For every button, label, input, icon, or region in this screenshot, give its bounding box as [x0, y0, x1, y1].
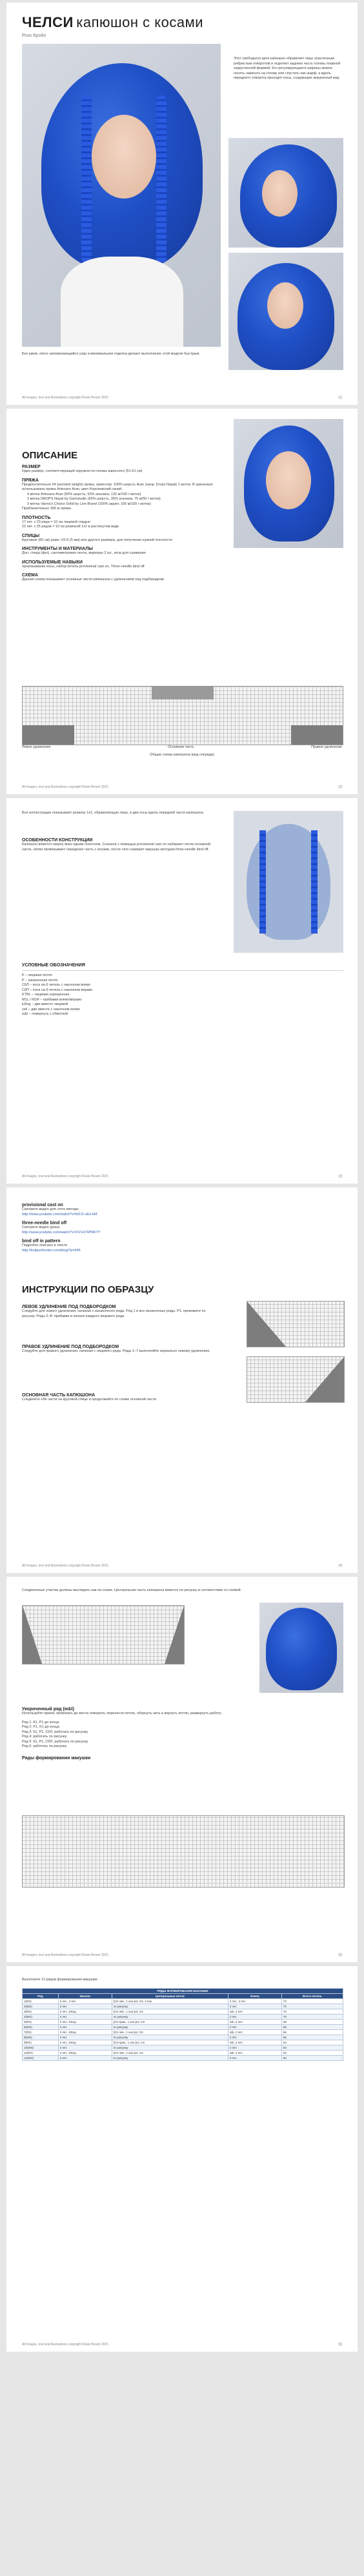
footer: All images, text and illustrations copyright Rosie Brown 2015 [4] [22, 1564, 342, 1568]
footer: All images, text and illustrations copyright Rosie Brown 2015 [1] [22, 396, 342, 400]
table-cell: 68 [281, 2025, 343, 2030]
table-cell: 2 пет. [228, 2045, 281, 2051]
joined-chart [22, 1605, 185, 1664]
table-cell: 2 пет., 4 пет. [228, 1999, 281, 2004]
rows-block: Укороченный ряд (w&t) Используйте прием: провязать до места поворота, перенести петлю, обернуть нить и вернуть петлю, развернуть работу. Ряд 1: К1, P1 до конца Ряд 2: P1, K1 до конца Ряд 3: К1, P1, С6Л, работать по рисунку Ряд 4: работать по рисунку Ряд 5: К1, P1, С6П, работать по рисунку Ряд 6: работать по рисунку Ряды формирования макушки [22, 1707, 222, 1761]
table-cell: ssk, 2 пет. [228, 2051, 281, 2056]
table-cell: 64 [281, 2045, 343, 2051]
table-row [23, 1999, 343, 2004]
table-cell: по рисунку [112, 2015, 228, 2020]
crown-shaping-table: РЯДЫ ФОРМИРОВАНИЯ МАКУШКИ Ряд Начало Центральные петли Конец Всего петель 1(RS) 2 пет., 4 пет. [C6 лев., 1 изн.]x4, C6, 2 изн. 2 пет., 4 пет. 72 2(WS) 2 пет. по рисунку 2 пет. 72 3(RS) 2 пет., k2tog [C6 лев., 1 изн.]x4, C6 ssk, 2 пет. 70 4(WS) 2 пет. по рисунку 2 пет. 70 5(RS) 2 пет., k2tog [C6 прав., 1 изн.]x4, C6 ssk, 2 пет. 68 6(WS) 2 пет. по рисунку 2 пет. 68 7(RS) 2 пет., k2tog [C6 лев., 1 изн.]x4, C6 ssk, 2 пет. 66 8(WS) 2 пет. по рисунку 2 пет. 66 9(RS) 2 пет., k2tog [C6 прав., 1 изн.]x4, C6 ssk, 2 пет. 64 10(WS) 2 пет. по рисунку 2 пет. 64 11(RS) 2 пет., k2tog [C6 лев., 1 изн.]x4, C6 ssk, 2 пет. 62 12(WS) 2 пет. по рисунку 2 пет. 62 [22, 1988, 343, 2061]
table-cell: 8(WS) [23, 2035, 59, 2040]
hood-back-photo [259, 1603, 343, 1693]
table-row [23, 2035, 343, 2040]
table-cell: ssk, 2 пет. [228, 2009, 281, 2015]
table-cell: 72 [281, 1999, 343, 2004]
table-cell: ssk, 2 пет. [228, 2040, 281, 2045]
page-6 [6, 1966, 358, 2352]
table-cell: 2 пет. [228, 2015, 281, 2020]
table-cell: 2 пет. [58, 2056, 112, 2061]
table-cell: [C6 лев., 1 изн.]x4, C6 [112, 2051, 228, 2056]
table-cell: 2(WS) [23, 2004, 59, 2009]
table-cell: 5(RS) [23, 2020, 59, 2025]
intro-text: Соединенные участки должны выглядеть как на схеме. Центральная часть капюшона вяжется по рисунку в соответствии со схемой. [22, 1588, 242, 1592]
table-row [23, 2020, 343, 2025]
table-row [23, 2025, 343, 2030]
table-cell: 2 пет., k2tog [58, 2051, 112, 2056]
description-block: ОПИСАНИЕ РАЗМЕР Один размер, соответствующий окружности головы взрослого (51-61 см) ПРЯЖА Предпочтительно #4 (worsted weight) пряжа, ориентир: 100% шерсть Aran (напр. Drops Nepal) 1 моток. В оригинале использована пряжа Artesano Aran, цвет Королевский синий. 4 мотка Artesano Aran (50% шерсть, 50% альпака; 132 м/100 г моток) 3 мотка DROPS Nepal by Garnstudio (65% шерсть, 35% альпака; 75 м/50 г моток) 3 мотка Vanna's Choice Solid by Lion Brand (100% акрил; 156 м/100 г моток) Приблизительно 390 м пряжи. ПЛОТНОСТЬ 17 пет. х 23 ряда = 10 см лицевой гладью 22 пет. х 25 рядов = 10 см резинкой 1х1 в растянутом виде СПИЦЫ Круговые (60 см) разм. US 8 (5 мм) или другого размера, для получения нужной плотности ИНСТРУМЕНТЫ И МАТЕРИАЛЫ Доп. спица (dpn), сантиметровая лента, маркеры 2 шт., игла для сшивания ИСПОЛЬЗУЕМЫЕ НАВЫКИ провязывание косы, набор петель provisional cast on, Three-needle bind off СХЕМА Данная схема показывает основные части капюшона с удлинением под подбородком. [22, 450, 228, 583]
table-row [23, 2030, 343, 2035]
table-cell: 2 пет. [58, 2004, 112, 2009]
table-cell: 2 пет. [58, 2045, 112, 2051]
table-cell: 7(RS) [23, 2030, 59, 2035]
table-cell: 2 пет., k2tog [58, 2040, 112, 2045]
legend-block: УСЛОВНЫЕ ОБОЗНАЧЕНИЯ К – лицевая петля Р – изнаночная петля С6Л – коса на 6 петель с наклоном влево С6П – коса на 6 петель с наклоном вправо KTBL – лицевая скрещенная M1L / M1R – прибавки влево/вправо k2tog – две вместе лицевой ssk – две вместе с наклоном влево w&t – повернуть с обмоткой [22, 959, 343, 1017]
intro-text: Выполните 12 рядов формирования макушки. [22, 1978, 98, 1982]
section-title: ИНСТРУКЦИИ ПО ОБРАЗЦУ [22, 1284, 154, 1295]
table-cell: 2 пет. [228, 2004, 281, 2009]
title-light: капюшон с косами [76, 14, 204, 30]
table-cell: 66 [281, 2035, 343, 2040]
table-cell: 1(RS) [23, 1999, 59, 2004]
footer: All images, text and illustrations copyright Rosie Brown 2015 [6] [22, 2343, 342, 2347]
table-row [23, 2056, 343, 2061]
table-cell: 2 пет., k2tog [58, 2020, 112, 2025]
schema-chart [22, 686, 343, 745]
link-three-needle-bind-off[interactable]: http://www.youtube.com/watch?v=OV1474PNKTY [22, 1230, 101, 1234]
construction-diagram [234, 811, 343, 953]
footer: All images, text and illustrations copyright Rosie Brown 2015 [2] [22, 785, 342, 789]
table-body [23, 1999, 343, 2061]
table-cell: 2 пет. [58, 2025, 112, 2030]
table-cell: [C6 прав., 1 изн.]x4, C6 [112, 2040, 228, 2045]
table-cell: 2 пет. [58, 2015, 112, 2020]
table-cell: 12(WS) [23, 2056, 59, 2061]
caption: Без швов, легко запоминающийся узор и минимальная отделка делают выполнение этой модели быстрым. [22, 352, 200, 356]
table-cell: 64 [281, 2040, 343, 2045]
table-cell: 72 [281, 2004, 343, 2009]
page-2 [6, 409, 358, 794]
pattern-title [22, 14, 203, 31]
chart-labels: Левое удлинение Основная часть Правое удлинение [22, 745, 342, 749]
title-bold: ЧЕЛСИ [22, 14, 74, 30]
table-cell: 6(WS) [23, 2025, 59, 2030]
footer: All images, text and illustrations copyright Rosie Brown 2015 [3] [22, 1175, 342, 1178]
intro-text: Этот свободного кроя капюшон обрамляет лицо эластичным рябристым отворотом и отделяет заднюю часть головы плавной закругленной формой. Его регулирующиеся ширины можно носить накинуть на голову или спустить как шарф, а вдоль переднего отворота проходят косы, создающие аккуратный вид. [234, 57, 341, 80]
table-cell: 62 [281, 2051, 343, 2056]
footer: All images, text and illustrations copyright Rosie Brown 2015 [5] [22, 1953, 342, 1957]
side-photo [228, 138, 343, 248]
table-cell: 70 [281, 2015, 343, 2020]
table-cell: по рисунку [112, 2056, 228, 2061]
page-4 [6, 1187, 358, 1573]
table-cell: ssk, 2 пет. [228, 2020, 281, 2025]
right-extension-chart [247, 1356, 345, 1403]
table-cell: 2 пет. [58, 2035, 112, 2040]
instructions-block: ЛЕВОЕ УДЛИНЕНИЕ ПОД ПОДБОРОДКОМ Следуйте для левого удлинения, начиная с изнаночного ряда. Ряд 1 и все изнаночные ряды: Р1, провяжите по рисунку. Ряды 2–8: прибавки в начале каждого лицевого ряда. ПРАВОЕ УДЛИНЕНИЕ ПОД ПОДБОРОДКОМ Следуйте для правого удлинения, начиная с лицевого ряда. Ряды 1–7 выполняйте зеркально левому удлинению. ОСНОВНАЯ ЧАСТЬ КАПЮШОНА Соедините обе части на круговой спице и продолжайте по схеме основной части. [22, 1305, 210, 1401]
link-provisional-cast-on[interactable]: http://www.youtube.com/watch?v=bDJ1-sEn-kM [22, 1212, 97, 1216]
table-cell: [C6 лев., 1 изн.]x4, C6 [112, 2030, 228, 2035]
table-cell: 11(RS) [23, 2051, 59, 2056]
table-cell: по рисунку [112, 2025, 228, 2030]
author: Розо Бройл [22, 34, 46, 38]
table-row [23, 2045, 343, 2051]
section-title: ОПИСАНИЕ [22, 450, 78, 461]
bottom-photo [228, 253, 343, 370]
table-row [23, 2051, 343, 2056]
link-bind-off-in-pattern[interactable]: http://knitpurlhunter.com/blog/?p=645 [22, 1248, 81, 1253]
table-row [23, 2040, 343, 2045]
table-cell: 2 пет. [228, 2035, 281, 2040]
table-cell: [C6 лев., 1 изн.]x4, C6, 2 изн. [112, 1999, 228, 2004]
table-cell: по рисунку [112, 2045, 228, 2051]
crown-shaping-chart [22, 1815, 345, 1888]
table-cell: по рисунку [112, 2035, 228, 2040]
main-photo [22, 44, 221, 347]
intro-text: Все иллюстрации показывают резинку 1х1, обрамляющую лицо, и две косы вдоль передней части капюшона. [22, 811, 205, 815]
table-cell: 2 пет., k2tog [58, 2030, 112, 2035]
table-row [23, 2015, 343, 2020]
table-cell: 62 [281, 2056, 343, 2061]
table-title: РЯДЫ ФОРМИРОВАНИЯ МАКУШКИ [23, 1989, 343, 1994]
left-extension-chart [247, 1301, 345, 1347]
table-cell: 66 [281, 2030, 343, 2035]
page-1 [6, 3, 358, 405]
table-cell: 3(RS) [23, 2009, 59, 2015]
table-cell: [C6 прав., 1 изн.]x4, C6 [112, 2020, 228, 2025]
chart-caption: Общая схема капюшона (вид спереди) [150, 753, 214, 757]
table-cell: 10(WS) [23, 2045, 59, 2051]
table-cell: [C6 лев., 1 изн.]x4, C6 [112, 2009, 228, 2015]
features-block: ОСОБЕННОСТИ КОНСТРУКЦИИ Капюшон вяжется сверху вниз одним полотном. Сначала с помощью provisional cast on набирают петли основной части, затем провязывают переднюю часть с косами, после чего сшивают макушку методом three-needle bind off. [22, 838, 210, 852]
table-cell: 70 [281, 2009, 343, 2015]
page-3 [6, 798, 358, 1184]
table-row [23, 2009, 343, 2015]
table-cell: 2 пет. [228, 2056, 281, 2061]
detail-photo [234, 419, 343, 548]
page-5 [6, 1577, 358, 1962]
table-cell: ssk, 2 пет. [228, 2030, 281, 2035]
table-cell: 2 пет., k2tog [58, 2009, 112, 2015]
table-cell: по рисунку [112, 2004, 228, 2009]
links-block: provisional cast on Смотрите видео для этого метода: http://www.youtube.com/watch?v=bDJ1-sEn-kM three-needle bind off Смотрите видео урока: http://www.youtube.com/watch?v=OV1474PNKTY bind off in pattern Подробно описано в тексте http://knitpurlhunter.com/blog/?p=645 [22, 1199, 343, 1253]
table-row [23, 2004, 343, 2009]
table-cell: 2 пет., 4 пет. [58, 1999, 112, 2004]
table-cell: 9(RS) [23, 2040, 59, 2045]
table-cell: 68 [281, 2020, 343, 2025]
table-cell: 4(WS) [23, 2015, 59, 2020]
table-cell: 2 пет. [228, 2025, 281, 2030]
